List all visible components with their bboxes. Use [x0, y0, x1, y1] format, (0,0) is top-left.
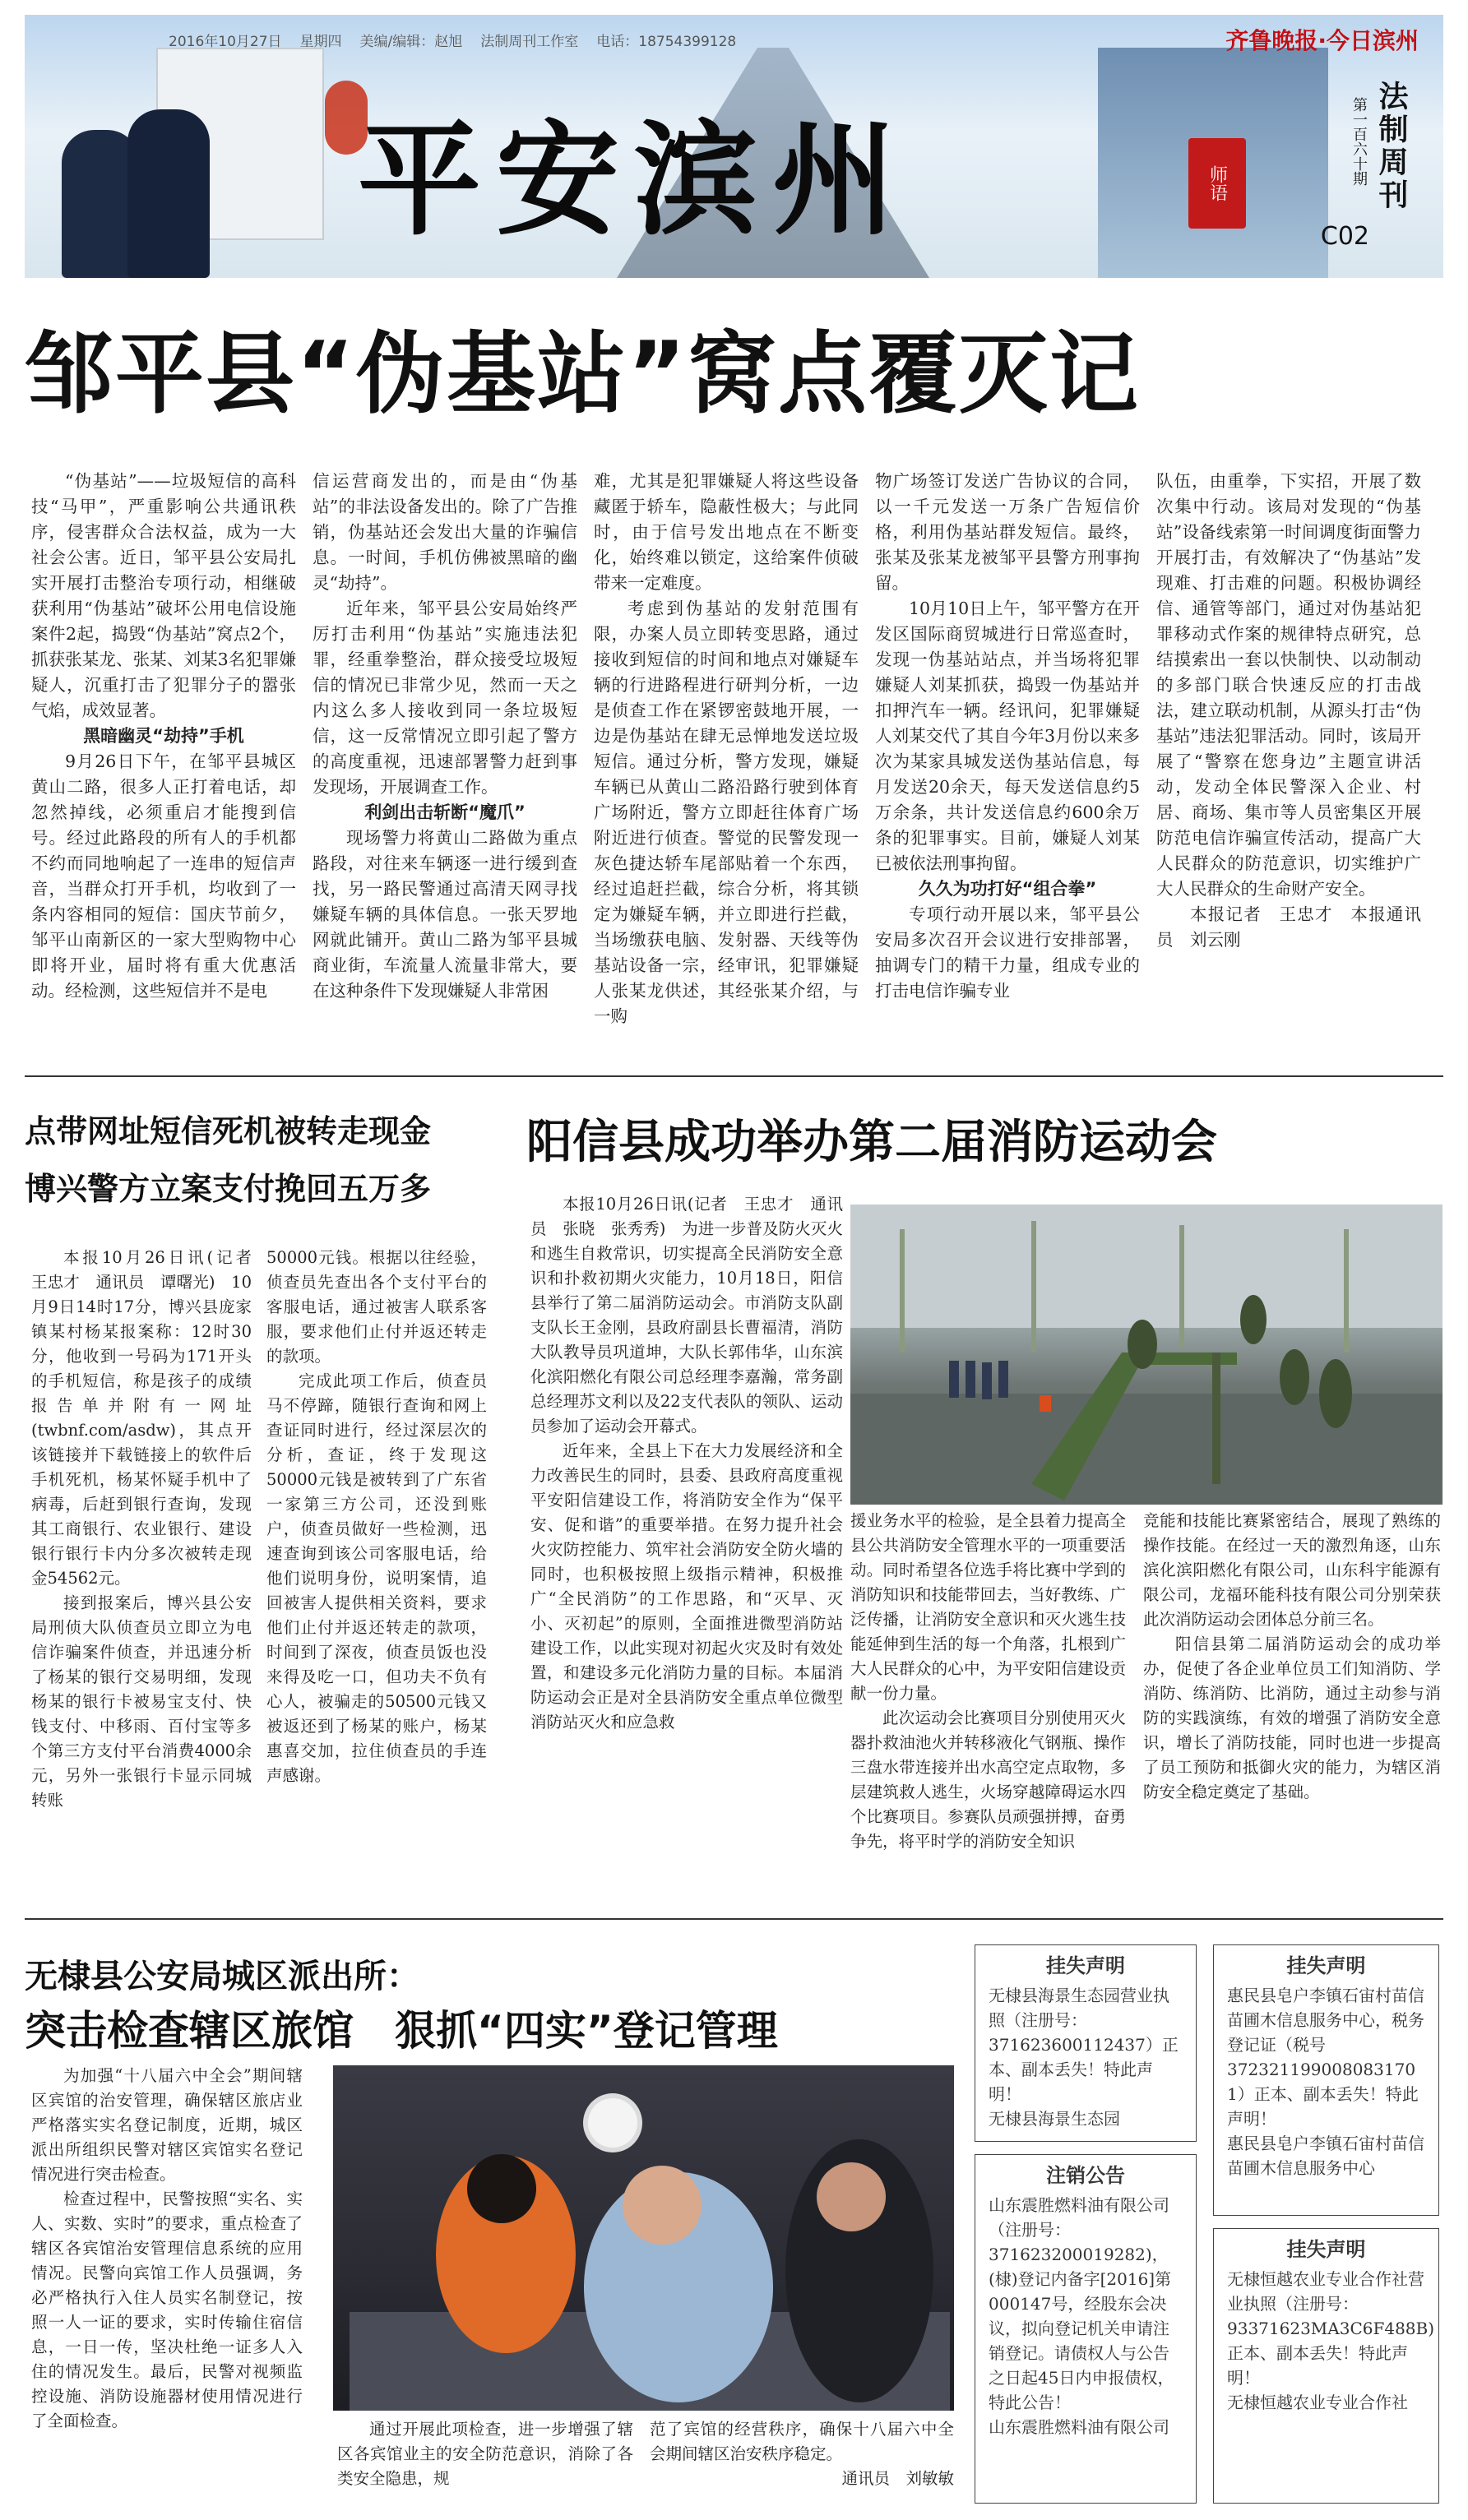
main-article-column-2: 信运营商发出的，而是由“伪基站”的非法设备发出的。除了广告推销，伪基站还会发出大量的诈骗信息。一时间，手机仿佛被黑暗的幽灵“劫持”。 近年来，邹平县公安局始终严厉打击利用“伪基站”实施违法犯罪，经重拳整治，群众接受垃圾短信的情况已非常少见，然而一天之内这么多人接收到同一条垃圾短信，这一反常情况立即引起了警方的高度重视，迅速部署警力赶到事发现场，开展调查工作。 利剑出击斩断“魔爪” 现场警力将黄山二路做为重点路段，对往来车辆逐一进行缓到查找，另一路民警通过高清天网寻找嫌疑车辆的具体信息。一张天罗地网就此铺开。黄山二路为邹平县城商业街，车流量人流量非常大，要在这种条件下发现嫌疑人非常困 — [313, 471, 577, 1001]
notice-signature: 无棣恒越农业专业合作社 — [1227, 2393, 1408, 2412]
byline: 本报记者 王忠才 本报通讯员 刘云刚 — [1156, 904, 1421, 950]
notice-body: 惠民县皂户李镇石宙村苗信苗圃木信息服务中心，税务登记证（税号372321199008083170 1）正本、副本丢失！特此声明！ — [1227, 1986, 1424, 2129]
notice-title: 注销公告 — [1046, 2164, 1125, 2187]
article2-column-2: 50000元钱。根据以往经验，侦查员先查出各个支付平台的客服电话，通过被害人联系客服，要求他们止付并返还转走的款项。 完成此项工作后，侦查员马不停蹄，随银行查询和网上查证同时进行，经过深层次的分析，查证，终于发现这50000元钱是被转到了广东省一家第三方公司，还没到账户，侦查员做好一些检测，迅速查询到该公司客服电话，给他们说明身份，说明案情，追回被害人提供相关资料，要求他们止付并返还转走的款项，时间到了深夜，侦查员饭也没来得及吃一口，但功夫不负有心人，被骗走的50500元钱又被返还到了杨某的账户，杨某惠喜交加，拉住侦查员的手连声感谢。 — [266, 1248, 487, 1785]
hotel-inspection-photo — [333, 2065, 954, 2411]
notice-signature: 无棣县海景生态园 — [989, 2109, 1120, 2129]
main-article-column-3: 难，尤其是犯罪嫌疑人将这些设备藏匿于轿车，隐蔽性极大；与此同时，由于信号发出地点在不断变化，始终难以锁定，这给案件侦破带来一定难度。 考虑到伪基站的发射范围有限，办案人员立即转变思路，通过接收到短信的时间和地点对嫌疑车辆的行进路程进行研判分析，一边是侦查工作在紧锣密鼓地开展，一边是伪基站在肆无忌惮地发送垃圾短信。通过分析，警方发现，嫌疑车辆已从黄山二路沿路行驶到体育广场附近，警方立即赶往体育广场附近进行侦查。警觉的民警发现一灰色捷达轿车尾部贴着一个东西，经过追赶拦截，综合分析，将其锁定为嫌疑车辆，并立即进行拦截，当场缴获电脑、发射器、天线等伪基站设备一宗，经审讯，犯罪嫌疑人张某龙供述，其经张某介绍，与一购 — [594, 471, 859, 1026]
fire-drill-photo — [850, 1205, 1443, 1505]
article3-column-3: 竞能和技能比赛紧密结合，展现了熟练的操作技能。在经过一天的激烈角逐，山东滨化滨阳燃化有限公司，山东科宇能源有限公司，龙福环能科技有限公司分别荣获此次消防运动会团体总分前三名。 阳信县第二届消防运动会的成功举办，促使了各企业单位员工们知消防、学消防、练消防、比消防，通过主动参与消防的实践演练，有效的增强了消防安全意识，增长了消防技能，同时也进一步提高了员工预防和抵御火灾的能力，为辖区消防安全稳定奠定了基础。 — [1143, 1511, 1441, 1801]
red-seal: 师语 — [1188, 138, 1246, 229]
masthead-meta: 2016年10月27日 星期四 美编/编辑：赵旭 法制周刊工作室 电话：18754399128 — [169, 34, 737, 50]
article4-headline-2: 突击检查辖区旅馆 狠抓“四实”登记管理 — [25, 2007, 778, 2055]
page-title: 平安滨州 — [358, 108, 911, 252]
main-article-column-5: 队伍，由重拳，下实招，开展了数次集中行动。该局对发现的“伪基站”设备线索第一时间调度街面警力开展打击，有效解决了“伪基站”发现难、打击难的问题。积极协调经信、通管等部门，通过对伪基站犯罪移动式作案的规律特点研究，总结摸索出一套以快制快、以动制动的多部门联合快速反应的打击战法，建立联动机制，从源头打击“伪基站”违法犯罪活动。同时，该局开展了“警察在您身边”主题宣讲活动，发动全体民警深入企业、村居、商场、集市等人员密集区开展防范电信诈骗宣传活动，提高广大人民群众的防范意识，切实维护广大人民群众的生命财产安全。 本报记者 王忠才 本报通讯员 刘云刚 — [1156, 469, 1421, 953]
article4-caption-2: 范了宾馆的经营秩序，确保十八届六中全会期间辖区治安秩序稳定。 通讯员 刘敏敏 — [650, 2417, 954, 2491]
section-divider — [25, 1918, 1443, 1920]
hotel-inspection-scene — [333, 2065, 954, 2411]
article2-headline-1: 点带网址短信死机被转走现金 — [25, 1113, 432, 1149]
notice-title: 挂失声明 — [1046, 1954, 1125, 1977]
notice-box — [1213, 2228, 1439, 2504]
notice-signature: 山东震胜燃料油有限公司 — [989, 2417, 1169, 2437]
notice-body: 无棣县海景生态园营业执照（注册号：371623600112437）正本、副本丢失！特此声明！ — [989, 1986, 1179, 2104]
issue-number: 第一百六十期 — [1350, 97, 1368, 186]
article4-column-1: 为加强“十八届六中全会”期间辖区宾馆的治安管理，确保辖区旅店业严格落实实名登记制度，近期，城区派出所组织民警对辖区宾馆实名登记情况进行突击检查。 检查过程中，民警按照“实名、实人、实数、实时”的要求，重点检查了辖区各宾馆治安管理信息系统的应用情况。民警向宾馆工作人员强调，务必严格执行入住人员实名制登记，按照一人一证的要求，实时传输住宿信息，一日一传，坚决杜绝一证多人入住的情况发生。最后，民警对视频监控设施、消防设施器材使用情况进行了全面检查。 — [31, 2066, 303, 2430]
notice-box — [975, 1944, 1197, 2142]
page-number: C02 — [1320, 222, 1369, 251]
article3-column-1: 本报10月26日讯(记者 王忠才 通讯员 张晓 张秀秀) 为进一步普及防火灭火和逃生自救常识，切实提高全民消防安全意识和扑救初期火灾能力，10月18日，阳信县举行了第二届消防运动会。市消防支队副支队长王金刚，县政府副县长曹福清，消防大队教导员巩道坤，大队长郭伟华，山东滨化滨阳燃化有限公司总经理李嘉瀚，常务副总经理苏文利以及22支代表队的领队、运动员参加了运动会开幕式。 近年来，全县上下在大力发展经济和全力改善民生的同时，县委、县政府高度重视平安阳信建设工作，将消防安全作为“保平安、促和谐”的重要举措。在努力提升社会火灾防控能力、筑牢社会消防安全防火墙的同时，也积极按照上级指示精神，积极推广“全民消防”的工作思路，和“灭早、灭小、灭初起”的原则，全面推进微型消防站建设工作，以此实现对初起火灾及时有效处置，和建设多元化消防力量的目标。本届消防运动会正是对全县消防安全重点单位微型消防站灭火和应急救 — [530, 1195, 843, 1732]
notice-signature: 惠民县皂户李镇石宙村苗信苗圃木信息服务中心 — [1227, 2134, 1424, 2178]
notice-title: 挂失声明 — [1286, 2238, 1366, 2261]
notice-body: 无棣恒越农业专业合作社营业执照（注册号：93371623MA3C6F488B)正本、副本丢失！特此声明！ — [1227, 2269, 1435, 2388]
main-headline: 邹平县“伪基站”窝点覆灭记 — [25, 323, 1140, 426]
main-article-column-4: 物广场签订发送广告协议的合同，以一千元发送一万条广告短信价格，利用伪基站群发短信。最终，张某及张某龙被邹平县警方刑事拘留。 10月10日上午，邹平警方在开发区国际商贸城进行日常巡查时，发现一伪基站站点，并当场将犯罪嫌疑人刘某抓获，捣毁一伪基站并扣押汽车一辆。经讯问，犯罪嫌疑人刘某交代了其自今年3月份以来多次为某家具城发送伪基站信息，每月发送20余天，每天发送信息约5万余条，共计发送信息约600余万条的犯罪事实。目前，嫌疑人刘某已被依法刑事拘留。 久久为功打好“组合拳” 专项行动开展以来，邹平县公安局多次召开会议进行安排部署，抽调专门的精干力量，组成专业的打击电信诈骗专业 — [875, 471, 1140, 1001]
newspaper-brand: 齐鲁晚报·今日滨州 — [1225, 27, 1419, 54]
notice-box — [1213, 1944, 1439, 2216]
article4-caption-1: 通过开展此项检查，进一步增强了辖区各宾馆业主的安全防范意识，消除了各类安全隐患，规 — [337, 2420, 633, 2488]
article3-column-2: 援业务水平的检验，是全县着力提高全县公共消防安全管理水平的一项重要活动。同时希望各位选手将比赛中学到的消防知识和技能带回去，当好教练、广泛传播，让消防安全意识和灭火逃生技能延伸到生活的每一个角落，扎根到广大人民群众的心中，为平安阳信建设贡献一份力量。 此次运动会比赛项目分别使用灭火器扑救油池火并转移液化气钢瓶、操作三盘水带连接并出水高空定点取物，多层建筑救人逃生，火场穿越障碍运水四个比赛项目。参赛队员顽强拼搏，奋勇争先，将平时学的消防安全知识 — [850, 1511, 1126, 1851]
article4-headline-1: 无棣县公安局城区派出所： — [25, 1958, 419, 1995]
notice-body: 山东震胜燃料油有限公司（注册号：371623200019282)，(棣)登记内备字[2016]第000147号，经股东会决议，拟向登记机关申请注销登记。请债权人与公告之日起45日内申报债权，特此公告！ — [989, 2195, 1174, 2412]
byline: 通讯员 刘敏敏 — [841, 2469, 954, 2488]
subheading: 利剑出击斩断“魔爪” — [364, 802, 526, 822]
masthead — [25, 15, 1443, 278]
notice-title: 挂失声明 — [1286, 1954, 1366, 1977]
section-divider — [25, 1075, 1443, 1077]
article2-column-1: 本报10月26日讯(记者 王忠才 通讯员 谭曙光) 10月9日14时17分，博兴县庞家镇某村杨某报案称：12时30分，他收到一号码为171开头的手机短信，称是孩子的成绩报告单并附有一网址(twbnf.com/asdw)，其点开该链接并下载链接上的软件后手机死机，杨某怀疑手机中了病毒，后赶到银行查询，发现其工商银行、农业银行、建设银行银行卡内分多次被转走现金54562元。 接到报案后，博兴县公安局刑侦大队侦查员立即立为电信诈骗案件侦查，并迅速分析了杨某的银行交易明细，发现杨某的银行卡被易宝支付、快钱支付、中移雨、百付宝等多个第三方支付平台消费4000余元，另外一张银行卡显示同城转账 — [31, 1248, 268, 1810]
police-officer-figure — [127, 109, 210, 278]
fire-drill-scene — [850, 1205, 1443, 1505]
article3-headline: 阳信县成功举办第二届消防运动会 — [526, 1116, 1217, 1169]
article2-headline-2: 博兴警方立案支付挽回五万多 — [25, 1171, 432, 1207]
subheading: 黑暗幽灵“劫持”手机 — [83, 726, 244, 746]
section-name: 法制周刊 — [1374, 81, 1408, 212]
subheading: 久久为功打好“组合拳” — [918, 879, 1097, 899]
notice-box — [975, 2154, 1197, 2504]
main-article-column-1: “伪基站”——垃圾短信的高科技“马甲”，严重影响公共通讯秩序，侵害群众合法权益，成为一大社会公害。近日，邹平县公安局扎实开展打击整治专项行动，相继破获利用“伪基站”破坏公用电信设施案件2起，捣毁“伪基站”窝点2个，抓获张某龙、张某、刘某3名犯罪嫌疑人，沉重打击了犯罪分子的嚣张气焰，成效显著。 黑暗幽灵“劫持”手机 9月26日下午，在邹平县城区黄山二路，很多人正打着电话，却忽然掉线，必须重启才能搜到信号。经过此路段的所有人的手机都不约而同地响起了一连串的短信声音，当群众打开手机，均收到了一条内容相同的短信：国庆节前夕，邹平山南新区的一家大型购物中心即将开业，届时将有重大优惠活动。经检测，这些短信并不是电 — [31, 471, 296, 1001]
